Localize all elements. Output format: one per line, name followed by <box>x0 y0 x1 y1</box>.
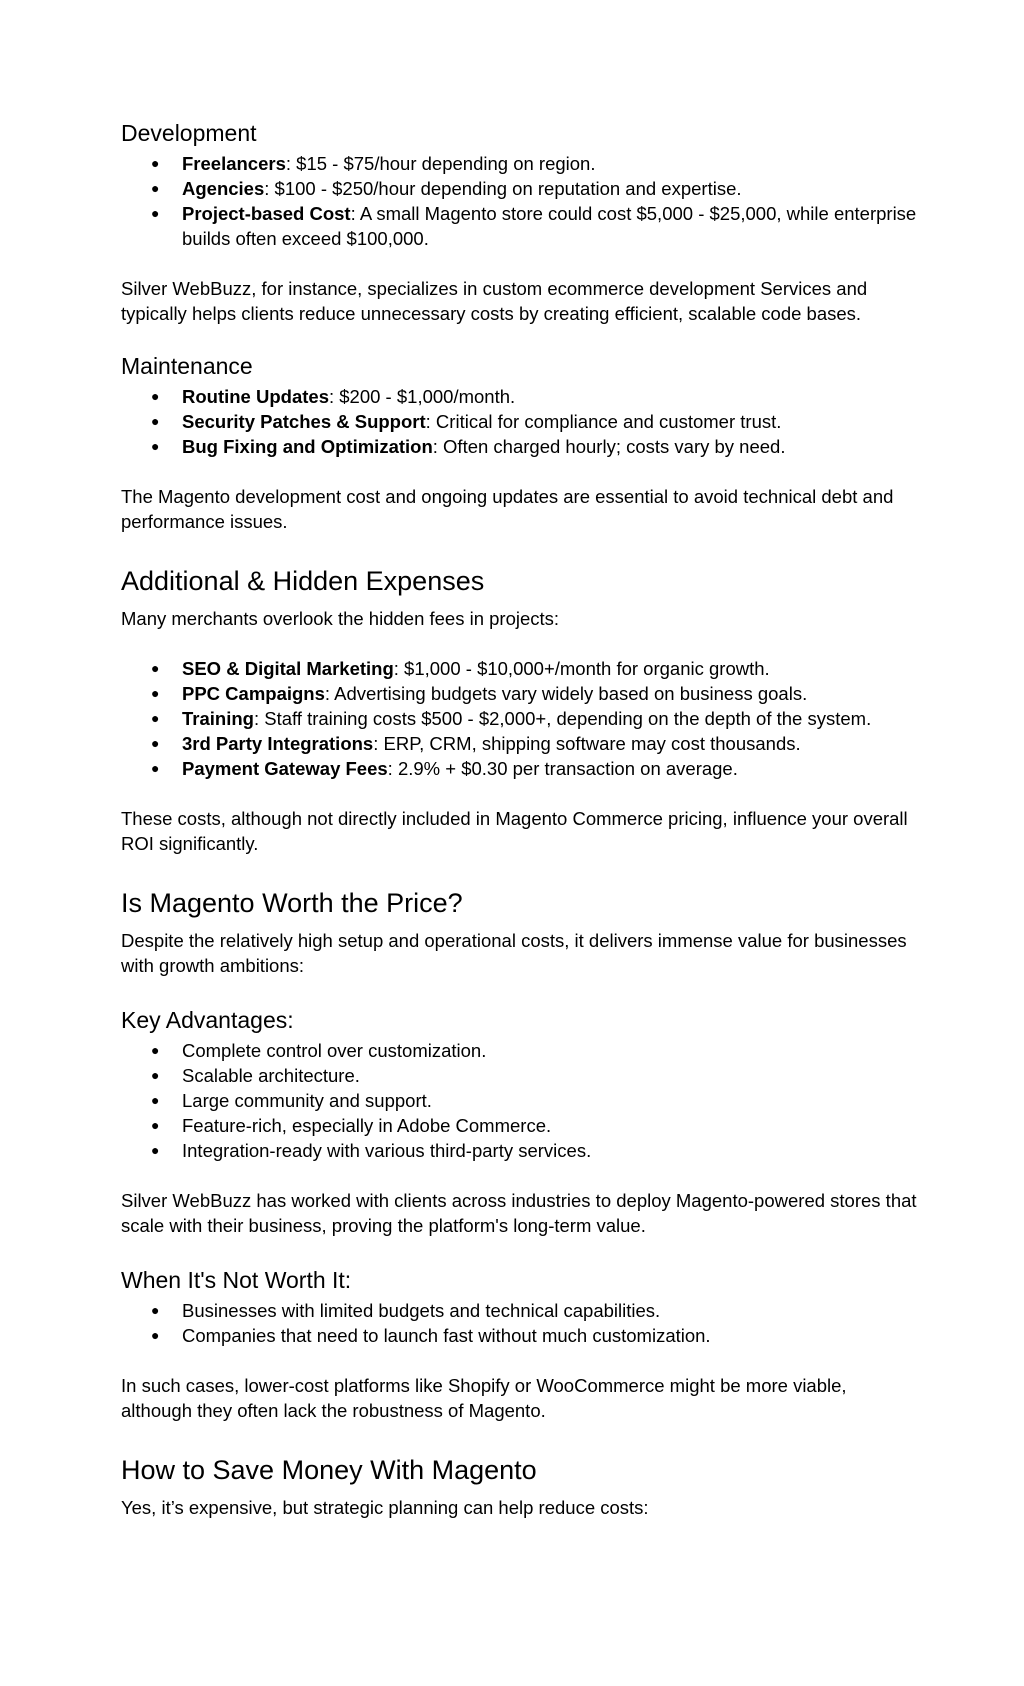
worth-heading: Is Magento Worth the Price? <box>121 888 463 918</box>
hidden-expenses-paragraph: These costs, although not directly included in Magento Commerce pricing, influence your overall ROI significantly. <box>121 808 908 854</box>
list-item: ● Integration-ready with various third-party services. <box>121 1138 921 1163</box>
maintenance-paragraph: The Magento development cost and ongoing updates are essential to avoid technical debt and performance issues. <box>121 486 894 532</box>
document-page <box>121 118 921 1520</box>
development-paragraph: Silver WebBuzz, for instance, specializes in custom ecommerce development Services and typically helps clients reduce unnecessary costs by creating efficient, scalable code bases. <box>121 278 868 324</box>
save-money-intro: Yes, it’s expensive, but strategic planning can help reduce costs: <box>121 1497 649 1518</box>
not-worth-list <box>121 1298 921 1348</box>
advantages-list <box>121 1038 921 1163</box>
list-item: ● 3rd Party Integrations: ERP, CRM, shipping software may cost thousands. <box>121 731 921 756</box>
list-item: ● SEO & Digital Marketing: $1,000 - $10,000+/month for organic growth. <box>121 656 921 681</box>
list-item: ● Complete control over customization. <box>121 1038 921 1063</box>
list-item: ● Project-based Cost: A small Magento store could cost $5,000 - $25,000, while enterprise builds often exceed $100,000. <box>121 201 921 251</box>
advantages-heading: Key Advantages: <box>121 1007 294 1033</box>
maintenance-heading: Maintenance <box>121 353 253 379</box>
list-item: ● Payment Gateway Fees: 2.9% + $0.30 per transaction on average. <box>121 756 921 781</box>
list-item: ● Routine Updates: $200 - $1,000/month. <box>121 384 921 409</box>
not-worth-heading: When It's Not Worth It: <box>121 1267 352 1293</box>
list-item: ● Agencies: $100 - $250/hour depending on reputation and expertise. <box>121 176 921 201</box>
list-item: ● Bug Fixing and Optimization: Often charged hourly; costs vary by need. <box>121 434 921 459</box>
hidden-expenses-heading: Additional & Hidden Expenses <box>121 566 485 596</box>
development-list <box>121 151 921 251</box>
list-item: ● Freelancers: $15 - $75/hour depending on region. <box>121 151 921 176</box>
list-item: ● Training: Staff training costs $500 - $2,000+, depending on the depth of the system. <box>121 706 921 731</box>
worth-intro: Despite the relatively high setup and operational costs, it delivers immense value for businesses with growth ambitions: <box>121 930 907 976</box>
advantages-paragraph: Silver WebBuzz has worked with clients across industries to deploy Magento-powered stores that scale with their business, proving the platform's long-term value. <box>121 1190 917 1236</box>
hidden-expenses-list <box>121 656 921 781</box>
list-item: ● Businesses with limited budgets and technical capabilities. <box>121 1298 921 1323</box>
hidden-expenses-intro: Many merchants overlook the hidden fees in projects: <box>121 608 560 629</box>
save-money-heading: How to Save Money With Magento <box>121 1455 537 1485</box>
development-heading: Development <box>121 120 257 146</box>
list-item: ● Companies that need to launch fast without much customization. <box>121 1323 921 1348</box>
list-item: ● PPC Campaigns: Advertising budgets vary widely based on business goals. <box>121 681 921 706</box>
maintenance-list <box>121 384 921 459</box>
not-worth-paragraph: In such cases, lower-cost platforms like Shopify or WooCommerce might be more viable, although they often lack the robustness of Magento. <box>121 1375 847 1421</box>
list-item: ● Large community and support. <box>121 1088 921 1113</box>
list-item: ● Feature-rich, especially in Adobe Commerce. <box>121 1113 921 1138</box>
list-item: ● Scalable architecture. <box>121 1063 921 1088</box>
list-item: ● Security Patches & Support: Critical for compliance and customer trust. <box>121 409 921 434</box>
